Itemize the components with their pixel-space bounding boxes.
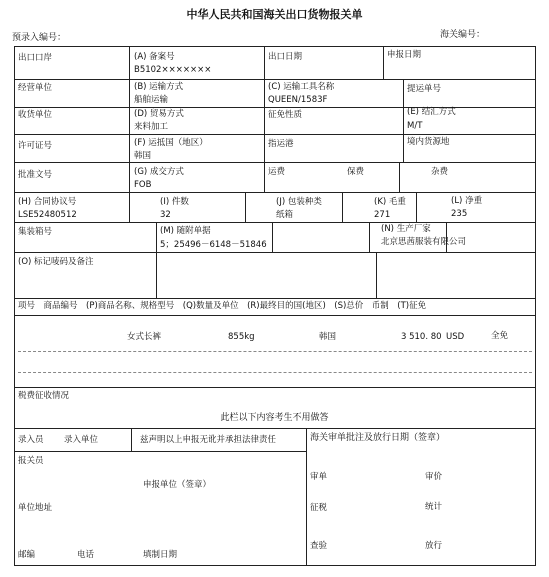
row-rule xyxy=(14,428,536,429)
col-rule xyxy=(369,222,370,252)
declare-date-label: 申报日期 xyxy=(387,50,422,60)
goods-header: 项号 商品编号 (P)商品名称、规格型号 (Q)数量及单位 (R)最终目的国(地区) (S)总价 币制 (T)征免 xyxy=(18,301,427,311)
col-rule xyxy=(156,252,157,298)
gross-weight-label: (K) 毛重 xyxy=(374,197,406,207)
goods-dash-line xyxy=(18,372,532,373)
row-rule xyxy=(14,107,536,108)
contract-label: (H) 合同协议号 xyxy=(18,197,77,207)
goods-quantity: 855kg xyxy=(228,332,255,342)
entry-clerk-label: 录入员 xyxy=(18,435,44,445)
transport-mode-value: 船舶运输 xyxy=(134,95,169,105)
entry-unit-label: 录入单位 xyxy=(64,435,99,445)
col-rule xyxy=(306,428,307,566)
col-rule xyxy=(129,192,130,222)
dest-port-label: 指运港 xyxy=(268,139,294,149)
marks-label: (O) 标记唛码及备注 xyxy=(18,257,94,267)
exam-note: 此栏以下内容考生不用做答 xyxy=(220,413,329,423)
row-rule xyxy=(14,298,536,299)
docs-value: 5；25496－6148－51846 xyxy=(160,240,267,250)
goods-dash-line xyxy=(18,351,532,352)
domestic-source-label: 境内货源地 xyxy=(407,137,450,147)
row-rule xyxy=(14,451,306,452)
col-rule xyxy=(399,162,400,192)
deal-mode-label: (G) 成交方式 xyxy=(134,167,184,177)
row-rule xyxy=(14,134,536,135)
row-rule xyxy=(14,252,536,253)
goods-total: 3 510. 80 xyxy=(401,332,442,342)
form-title: 中华人民共和国海关出口货物报关单 xyxy=(186,8,363,21)
price-review-label: 审价 xyxy=(425,472,443,482)
shipper-unit-label: 收货单位 xyxy=(18,110,53,120)
container-no-label: 集装箱号 xyxy=(18,227,53,237)
approval-no-label: 批准文号 xyxy=(18,170,53,180)
tax-status-label: 税费征收情况 xyxy=(18,391,70,401)
packages-value: 32 xyxy=(160,210,171,220)
col-rule xyxy=(131,428,132,451)
goods-name: 女式长裤 xyxy=(127,332,162,342)
contract-value: LSE52480512 xyxy=(18,210,77,220)
col-rule xyxy=(129,162,130,192)
license-no-label: 许可证号 xyxy=(18,141,53,151)
gross-weight-value: 271 xyxy=(374,210,391,220)
insurance-label: 保费 xyxy=(347,167,365,177)
exemption-nature-label: 征免性质 xyxy=(268,110,303,120)
col-rule xyxy=(156,222,157,252)
col-rule xyxy=(264,46,265,162)
operator-unit-label: 经营单位 xyxy=(18,83,53,93)
col-rule xyxy=(245,192,246,222)
col-rule xyxy=(264,162,265,192)
transport-tool-value: QUEEN/1583F xyxy=(268,95,328,105)
net-weight-label: (L) 净重 xyxy=(451,196,483,206)
col-rule xyxy=(272,222,273,252)
row-rule xyxy=(14,79,536,80)
row-rule xyxy=(14,162,536,163)
packages-label: (I) 件数 xyxy=(160,197,189,207)
declare-unit-seal-label: 申报单位（签章） xyxy=(143,480,212,490)
row-rule xyxy=(14,222,536,223)
customs-approval-header: 海关审单批注及放行日期（签章） xyxy=(310,433,446,443)
postcode-label: 邮编 xyxy=(18,550,36,560)
row-rule xyxy=(14,315,536,316)
statistics-label: 统计 xyxy=(425,502,443,512)
col-rule xyxy=(416,192,417,222)
manufacturer-label: (N) 生产厂家 xyxy=(381,224,431,234)
misc-fee-label: 杂费 xyxy=(431,167,449,177)
declarant-label: 报关员 xyxy=(18,456,44,466)
dest-country-label: (F) 运抵国（地区） xyxy=(134,138,208,148)
inspection-label: 查验 xyxy=(310,541,328,551)
freight-label: 运费 xyxy=(268,167,286,177)
row-rule xyxy=(14,192,536,193)
unit-address-label: 单位地址 xyxy=(18,503,53,513)
package-type-value: 纸箱 xyxy=(276,210,294,220)
row-rule xyxy=(14,387,536,388)
export-date-label: 出口日期 xyxy=(268,52,303,62)
release-label: 放行 xyxy=(425,541,443,551)
manufacturer-value: 北京思茜服装有限公司 xyxy=(381,237,467,247)
package-type-label: (J) 包装种类 xyxy=(276,197,322,207)
record-no-value: B5102××××××× xyxy=(134,65,212,75)
bill-no-label: 提运单号 xyxy=(407,84,442,94)
export-port-label: 出口口岸 xyxy=(18,53,53,63)
transport-mode-label: (B) 运输方式 xyxy=(134,82,184,92)
docs-label: (M) 随附单据 xyxy=(160,226,211,236)
deal-mode-value: FOB xyxy=(134,180,152,190)
goods-currency: USD xyxy=(446,332,465,342)
col-rule xyxy=(376,252,377,298)
customs-no-label: 海关编号： xyxy=(440,30,486,40)
transport-tool-label: (C) 运输工具名称 xyxy=(268,82,335,92)
tax-levy-label: 征税 xyxy=(310,503,328,513)
trade-mode-value: 来料加工 xyxy=(134,122,169,132)
settlement-label: (E) 结汇方式 xyxy=(407,107,456,117)
pre-entry-no-label: 预录入编号： xyxy=(12,33,67,43)
net-weight-value: 235 xyxy=(451,209,468,219)
phone-label: 电话 xyxy=(77,550,95,560)
col-rule xyxy=(342,192,343,222)
trade-mode-label: (D) 贸易方式 xyxy=(134,109,184,119)
record-no-label: (A) 备案号 xyxy=(134,52,175,62)
col-rule xyxy=(129,46,130,162)
goods-country: 韩国 xyxy=(319,332,337,342)
dest-country-value: 韩国 xyxy=(134,151,152,161)
fill-date-label: 填制日期 xyxy=(143,550,178,560)
review-label: 审单 xyxy=(310,472,328,482)
declaration-statement: 兹声明以上申报无讹并承担法律责任 xyxy=(140,435,277,445)
goods-exemption: 全免 xyxy=(491,331,509,341)
col-rule xyxy=(383,46,384,79)
settlement-value: M/T xyxy=(407,121,423,131)
col-rule xyxy=(403,79,404,162)
